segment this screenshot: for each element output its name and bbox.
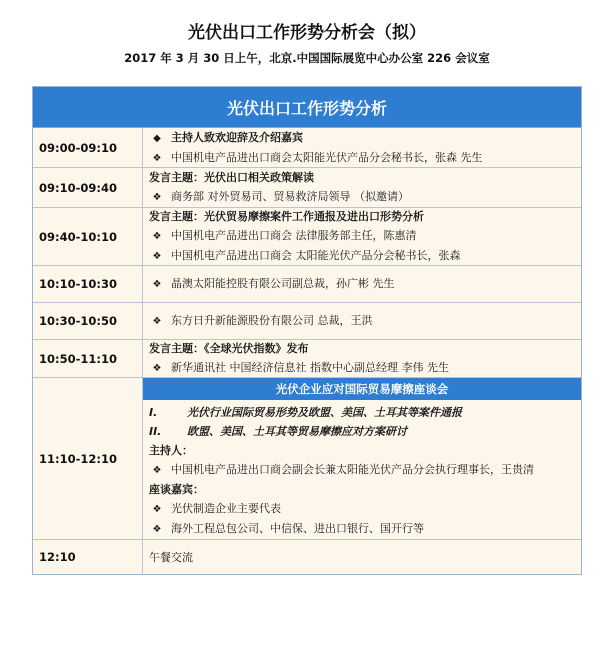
row-content <box>143 208 581 265</box>
guests-label: 座谈嘉宾： <box>149 483 204 496</box>
speech-topic: 发言主题：光伏贸易摩擦案件工作通报及进出口形势分析 <box>149 210 424 223</box>
row-time: 10:30-10:50 <box>33 303 143 339</box>
row-time: 10:10-10:30 <box>33 266 143 302</box>
forum-topic: II. 欧盟、美国、土耳其等贸易摩擦应对方案研讨 <box>149 425 407 438</box>
row-time: 10:50-11:10 <box>33 340 143 377</box>
list-item: ◆ 主持人致欢迎辞及介绍嘉宾 <box>149 128 575 148</box>
lunch-text: 午餐交流 <box>149 550 193 564</box>
list-item: ❖ 中国机电产品进出口商会 太阳能光伏产品分会秘书长，张森 <box>149 246 575 266</box>
agenda-row <box>33 340 581 378</box>
agenda-row <box>33 168 581 208</box>
row-content <box>143 168 581 207</box>
row-content <box>143 303 581 339</box>
row-time: 09:40-10:10 <box>33 208 143 265</box>
agenda-row <box>33 540 581 574</box>
ornament-bullet-icon: ❖ <box>152 251 162 262</box>
row-time: 12:10 <box>33 540 143 574</box>
row-content <box>143 266 581 302</box>
speech-topic: 发言主题：《全球光伏指数》发布 <box>149 342 309 355</box>
list-item: ❖ 中国机电产品进出口商会太阳能光伏产品分会秘书长，张森 先生 <box>149 148 575 168</box>
ornament-bullet-icon: ❖ <box>152 231 162 242</box>
forum-topic: I. 光伏行业国际贸易形势及欧盟、美国、土耳其等案件通报 <box>149 406 462 419</box>
ornament-bullet-icon: ❖ <box>152 363 162 374</box>
row-content <box>143 128 581 167</box>
agenda-row <box>33 266 581 303</box>
row-content <box>143 378 581 539</box>
speech-topic: 发言主题：光伏出口相关政策解读 <box>149 171 314 184</box>
list-item: ❖ 商务部 对外贸易司、贸易救济局领导 （拟邀请） <box>149 187 575 207</box>
host-label: 主持人： <box>149 444 193 457</box>
list-item: ❖ 中国机电产品进出口商会副会长兼太阳能光伏产品分会执行理事长，王贵清 <box>149 460 575 480</box>
row-time: 09:00-09:10 <box>33 128 143 167</box>
row-content <box>143 340 581 377</box>
ornament-bullet-icon: ❖ <box>152 192 162 203</box>
list-item: ❖ 中国机电产品进出口商会 法律服务部主任，陈惠清 <box>149 226 575 246</box>
ornament-bullet-icon: ❖ <box>152 279 162 290</box>
ornament-bullet-icon: ❖ <box>152 316 162 327</box>
agenda-row <box>33 128 581 168</box>
ornament-bullet-icon: ❖ <box>152 524 162 535</box>
row-time: 11:10-12:10 <box>33 378 143 539</box>
ornament-bullet-icon: ❖ <box>152 465 162 476</box>
list-item: ❖ 新华通讯社 中国经济信息社 指数中心副总经理 李伟 先生 <box>149 358 575 378</box>
agenda-row <box>33 208 581 266</box>
ornament-bullet-icon: ❖ <box>152 152 162 164</box>
list-item: ❖ 光伏制造企业主要代表 <box>149 499 575 519</box>
row-content <box>143 540 581 574</box>
list-item: ❖ 晶澳太阳能控股有限公司副总裁，孙广彬 先生 <box>149 274 575 294</box>
page-subtitle: 2017 年 3 月 30 日上午，北京.中国国际展览中心办公室 226 会议室 <box>124 51 490 65</box>
page-title: 光伏出口工作形势分析会（拟） <box>188 23 426 43</box>
agenda-row-forum <box>33 378 581 540</box>
agenda-header: 光伏出口工作形势分析 <box>33 87 581 128</box>
diamond-bullet-icon: ◆ <box>153 132 161 144</box>
list-item: ❖ 东方日升新能源股份有限公司 总裁，王洪 <box>149 311 575 331</box>
list-item: ❖ 海外工程总包公司、中信保、进出口银行、国开行等 <box>149 519 575 539</box>
agenda-table <box>32 86 582 575</box>
agenda-row <box>33 303 581 340</box>
ornament-bullet-icon: ❖ <box>152 504 162 515</box>
row-time: 09:10-09:40 <box>33 168 143 207</box>
forum-header: 光伏企业应对国际贸易摩擦座谈会 <box>143 378 581 400</box>
